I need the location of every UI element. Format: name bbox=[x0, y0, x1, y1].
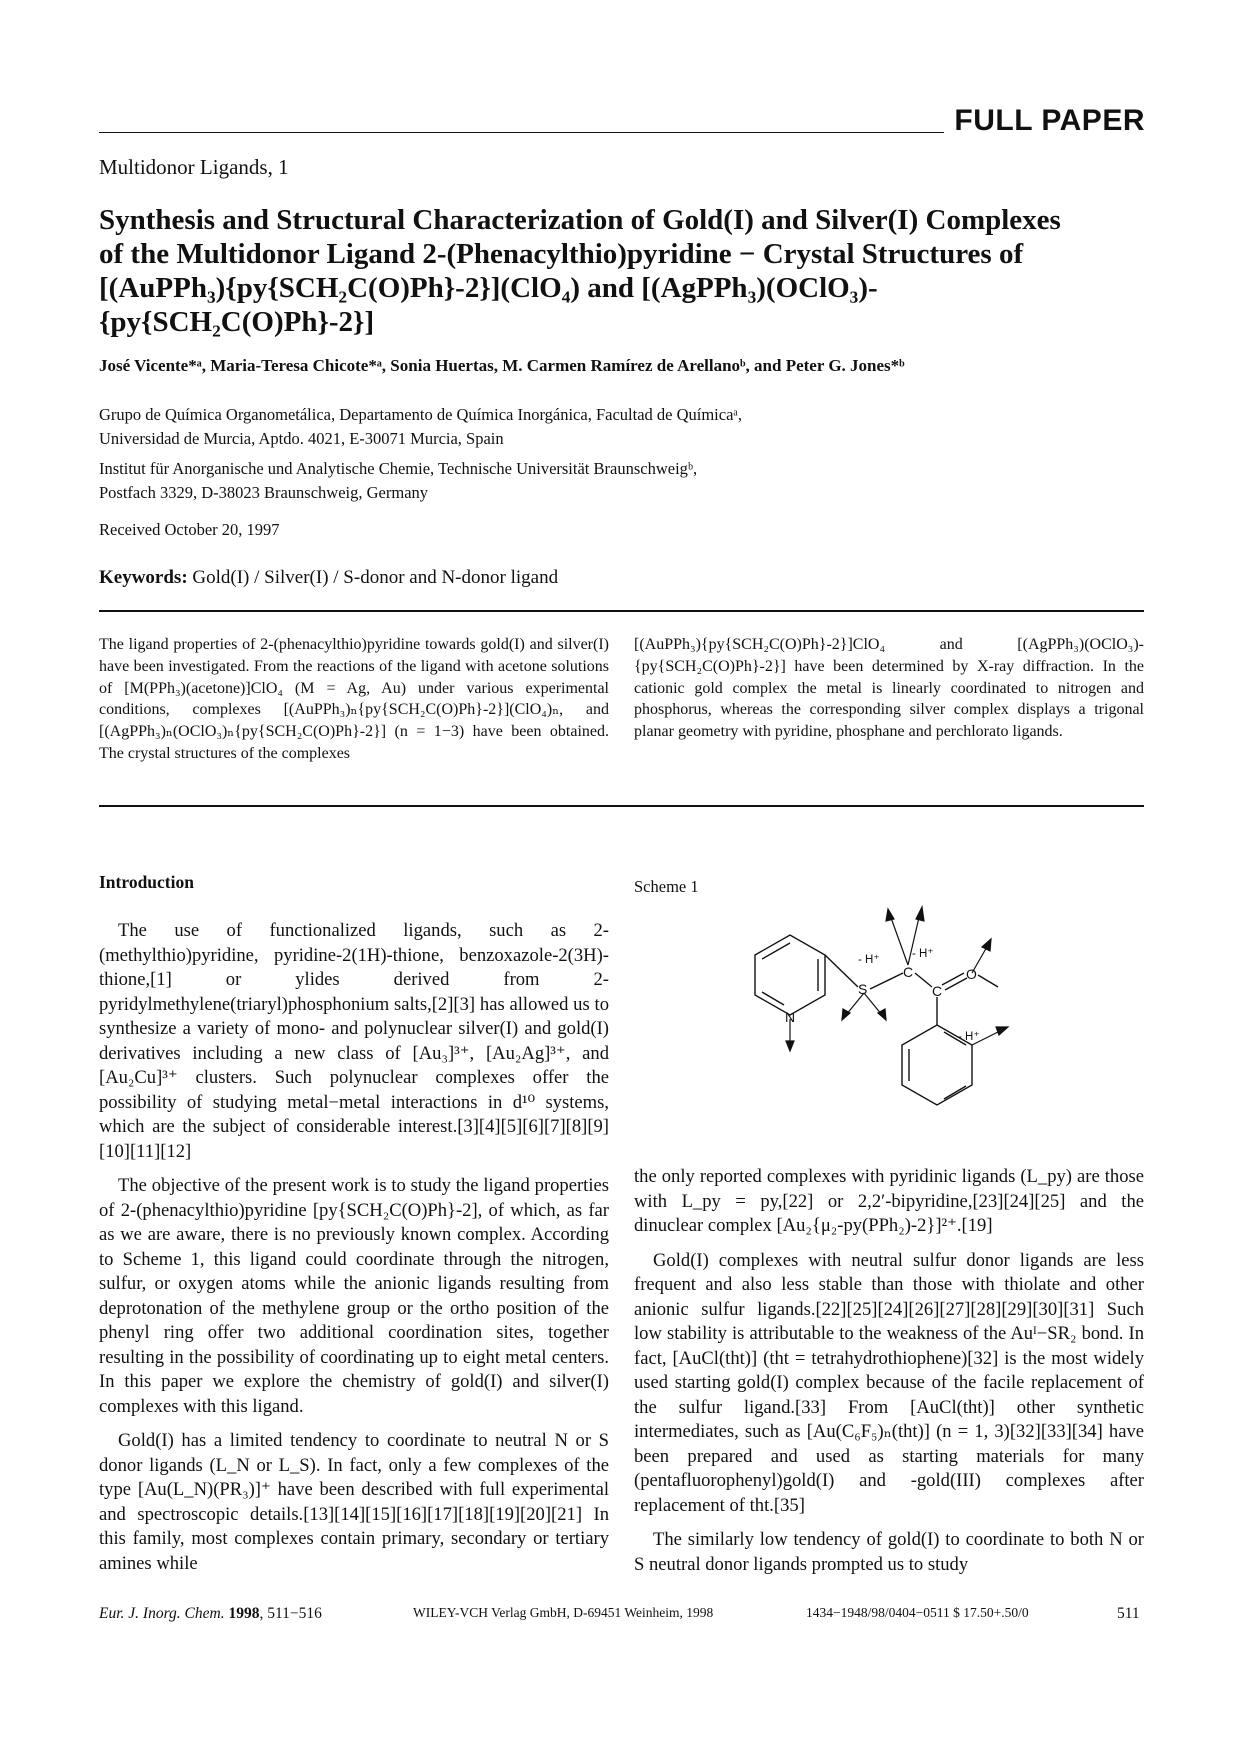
deprotonation-label: - H⁺ bbox=[912, 948, 934, 960]
section-label: FULL PAPER bbox=[954, 104, 1145, 137]
footer-citation bbox=[99, 1605, 322, 1623]
page-number: 511 bbox=[1117, 1605, 1140, 1622]
pyridine-ring bbox=[755, 935, 825, 1015]
abstract-bottom-rule bbox=[99, 805, 1144, 807]
article-title bbox=[99, 203, 1144, 339]
atom-label: N bbox=[785, 1009, 796, 1025]
paragraph: The use of functionalized ligands, such as 2-(methylthio)pyridine, pyridine-2(1H)-thione, benzoxazole-2(3H)-thione,[1] or ylides derived from 2-pyridylmethylene(triaryl)phosphonium salts,[2][3] has allowed us to synthesize a variety of mono- and polynuclear silver(I) and gold(I) derivatives including a new class of [Au₃]³⁺, [Au₂Ag]³⁺, and [Au₂Cu]³⁺ clusters. Such polynuclear complexes offer the possibility of studying metal−metal interactions in d¹⁰ systems, which are the subject of considerable interest.[3][4][5][6][7][8][9][10][11][12] bbox=[99, 920, 609, 1162]
affiliation-b bbox=[99, 457, 697, 505]
abstract-column-2: [(AuPPh₃){py{SCH₂C(O)Ph}-2}]ClO₄ and [(AgPPh₃)(OClO₃)-{py{SCH₂C(O)Ph}-2}] have been determined by X-ray diffraction. In the cationic gold complex the metal is linearly coordinated to nitrogen and phosphorus, whereas the corresponding silver complex displays a trigonal planar geometry with pyridine, phosphane and perchlorato ligands. bbox=[634, 636, 1144, 741]
keywords bbox=[99, 567, 558, 589]
body-column-left bbox=[99, 919, 609, 1576]
affiliation-line: Grupo de Química Organometálica, Departamento de Química Inorgánica, Facultad de Químicaᵃ, bbox=[99, 405, 743, 424]
paragraph: The objective of the present work is to study the ligand properties of 2-(phenacylthio)pyridine [py{SCH₂C(O)Ph}-2], of which, as far as we are aware, there is no previously known complex. According to Scheme 1, this ligand could coordinate through the nitrogen, sulfur, or oxygen atoms while the anionic ligands resulting from deprotonation of the methylene group or the ortho position of the phenyl ring offer two additional coordination sites, together resulting in the possibility of coordinating up to eight metal centers. In this paper we explore the chemistry of gold(I) and silver(I) complexes with this ligand. bbox=[99, 1175, 609, 1417]
paragraph: Gold(I) complexes with neutral sulfur donor ligands are less frequent and also less stable than those with thiolate and other anionic sulfur ligands.[22][25][24][26][27][28][29][30][31] Such low stability is attributable to the weakness of the Auᴵ−SR₂ bond. In fact, [AuCl(tht)] (tht = tetrahydrothiophene)[32] is the most widely used starting gold(I) complex because of the facile replacement of the sulfur ligand.[33] From [AuCl(tht)] other synthetic intermediates, such as [Au(C₆F₅)ₙ(tht)] (n = 1, 3)[32][33][34] have been prepared and used as starting materials for many (pentafluorophenyl)gold(I) and -gold(III) complexes after replacement of tht.[35] bbox=[634, 1249, 1144, 1516]
deprotonation-label: - H⁺ bbox=[858, 954, 880, 966]
atom-label: O bbox=[966, 966, 977, 982]
affiliation-line: Postfach 3329, D-38023 Braunschweig, Germany bbox=[99, 483, 429, 502]
paragraph: Gold(I) has a limited tendency to coordinate to neutral N or S donor ligands (L_N or L_S). In fact, only a few complexes of the type [Au(L_N)(PR₃)]⁺ have been described with full experimental and spectroscopic details.[13][14][15][16][17][18][19][20][21] In this family, most complexes contain primary, secondary or tertiary amines while bbox=[99, 1430, 609, 1574]
title-line-3: [(AuPPh₃){py{SCH₂C(O)Ph}-2}](ClO₄) and [(AgPPh₃)(OClO₃)- bbox=[99, 272, 878, 304]
footer-journal-name: Eur. J. Inorg. Chem. bbox=[99, 1605, 225, 1622]
deprotonation-label: - H⁺ bbox=[958, 1031, 980, 1043]
atom-label: S bbox=[858, 981, 868, 997]
title-line-1: Synthesis and Structural Characterization of Gold(I) and Silver(I) Complexes bbox=[99, 204, 1061, 236]
chemical-structure-scheme bbox=[740, 895, 1080, 1155]
footer-pages: , 511−516 bbox=[259, 1605, 322, 1622]
abstract-top-rule bbox=[99, 610, 1144, 612]
body-column-right bbox=[634, 1165, 1144, 1577]
author-list: José Vicente*ᵃ, Maria-Teresa Chicote*ᵃ, Sonia Huertas, M. Carmen Ramírez de Arellanoᵇ, and Peter G. Jones*ᵇ bbox=[99, 356, 905, 375]
affiliation-line: Institut für Anorganische und Analytische Chemie, Technische Universität Braunschweigᵇ, bbox=[99, 459, 698, 478]
paragraph: The similarly low tendency of gold(I) to coordinate to both N or S neutral donor ligands prompted us to study bbox=[634, 1529, 1144, 1575]
affiliation-line: Universidad de Murcia, Aptdo. 4021, E-30071 Murcia, Spain bbox=[99, 429, 504, 448]
atom-label: C bbox=[932, 983, 943, 999]
affiliation-a bbox=[99, 403, 742, 451]
section-heading-introduction: Introduction bbox=[99, 872, 194, 892]
received-date: Received October 20, 1997 bbox=[99, 520, 280, 539]
series-title: Multidonor Ligands, 1 bbox=[99, 155, 289, 179]
scheme-label: Scheme 1 bbox=[634, 877, 699, 896]
title-line-2: of the Multidonor Ligand 2-(Phenacylthio)pyridine − Crystal Structures of bbox=[99, 238, 1024, 270]
atom-label: C bbox=[903, 964, 914, 980]
title-line-4: {py{SCH₂C(O)Ph}-2}] bbox=[99, 306, 375, 338]
header-rule bbox=[99, 132, 944, 133]
abstract-column-1: The ligand properties of 2-(phenacylthio)pyridine towards gold(I) and silver(I) have been investigated. From the reactions of the ligand with acetone solutions of [M(PPh₃)(acetone)]ClO₄ (M = Ag, Au) under various experimental conditions, complexes [(AuPPh₃)ₙ{py{SCH₂C(O)Ph}-2}](ClO₄)ₙ, and [(AgPPh₃)ₙ(OClO₃)ₙ{py{SCH₂C(O)Ph}-2}] (n = 1−3) have been obtained. The crystal structures of the complexes bbox=[99, 636, 609, 762]
keywords-label: Keywords: bbox=[99, 567, 188, 588]
paragraph: the only reported complexes with pyridinic ligands (L_py) are those with L_py = py,[22] or 2,2′-bipyridine,[23][24][25] and the dinuclear complex [Au₂{μ₂-py(PPh₂)-2}]²⁺.[19] bbox=[634, 1166, 1144, 1236]
footer-issn-code: 1434−1948/98/0404−0511 $ 17.50+.50/0 bbox=[806, 1605, 1029, 1620]
footer-year: 1998 bbox=[228, 1605, 260, 1622]
keywords-text: Gold(I) / Silver(I) / S-donor and N-donor ligand bbox=[192, 567, 559, 588]
footer-publisher: WILEY-VCH Verlag GmbH, D-69451 Weinheim, 1998 bbox=[413, 1605, 714, 1620]
